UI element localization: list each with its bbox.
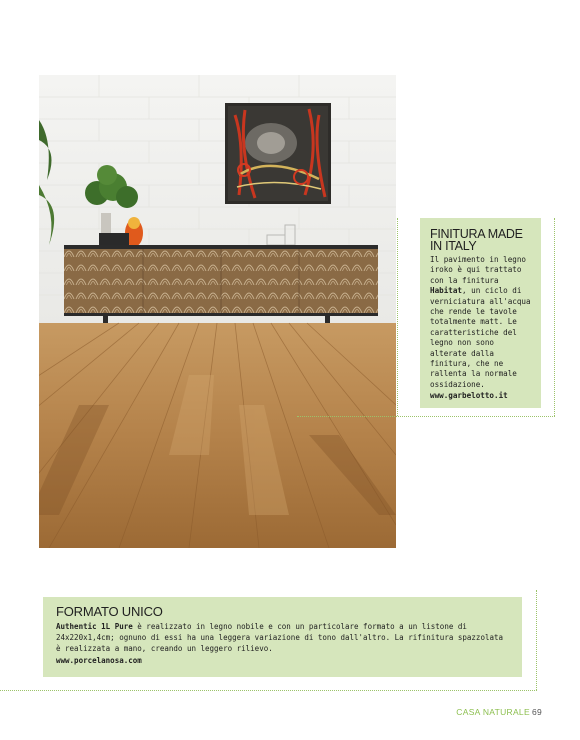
sidebar-url[interactable]: www.garbelotto.it <box>430 391 508 401</box>
sidebar-text-bold: Habitat <box>430 286 463 296</box>
room-photo-illustration <box>39 75 396 548</box>
bottom-box <box>43 597 522 677</box>
dotted-rule-vertical <box>397 218 398 416</box>
bottom-title: FORMATO UNICO <box>56 604 163 619</box>
magazine-name: CASA NATURALE <box>456 707 530 717</box>
page-number: 69 <box>531 707 542 717</box>
bottom-url[interactable]: www.porcelanosa.com <box>56 656 142 665</box>
dotted-rule-bottom-vertical <box>536 590 537 690</box>
bottom-text-after: è realizzato in legno nobile e con un particolare formato a un listone di 24x220x1,4cm; ognuno di essi ha una leggera variazione di tono dall'altro. La rifinitura spazzolata è realizzata a mano, creando un leggero rilievo. <box>56 622 504 653</box>
dotted-rule-bottom-horizontal <box>0 690 537 691</box>
page-folio <box>456 707 542 717</box>
dotted-rule-vertical-right <box>554 218 555 416</box>
room-photo <box>39 75 396 548</box>
sidebar-text-before: Il pavimento in legno iroko è qui trattato con la finitura <box>430 255 527 285</box>
painting <box>225 103 331 204</box>
sidebar-text <box>430 255 533 390</box>
sidebar-text-after: , un ciclo di verniciatura all'acqua che rende le tavole totalmente matt. Le caratteristiche del legno non sono alterate dalla finitura, che ne rallenta la normale ossidazione. <box>430 286 531 389</box>
sidebar-title: FINITURA MADE IN ITALY <box>430 227 523 253</box>
dotted-rule-horizontal <box>297 416 555 417</box>
bottom-text <box>56 621 510 654</box>
bottom-text-bold: Authentic 1L Pure <box>56 622 133 631</box>
sidebar-box <box>420 218 541 408</box>
